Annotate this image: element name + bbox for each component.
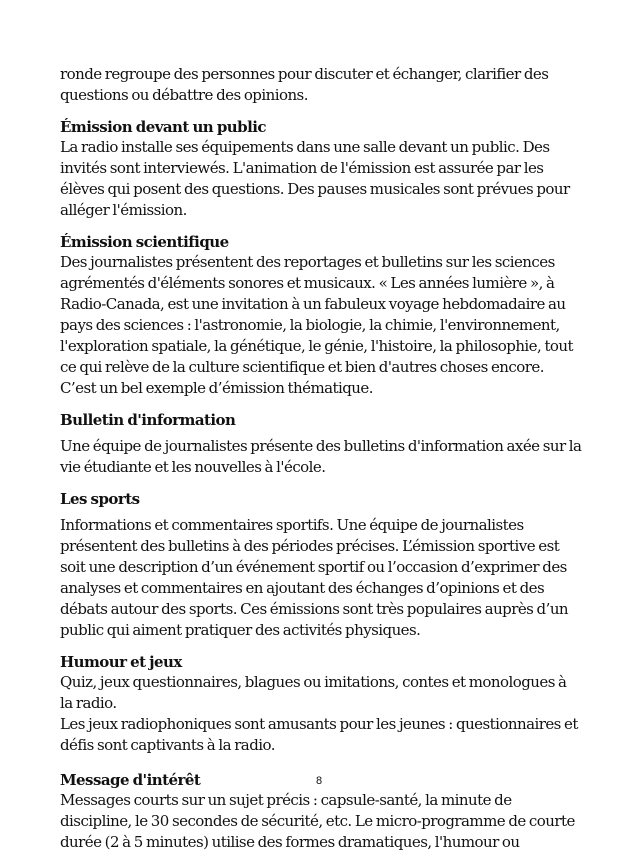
section-heading: Bulletin d'information xyxy=(60,411,236,429)
document-page xyxy=(60,64,582,853)
section-heading: Les sports xyxy=(60,490,140,508)
section-bulletin-information xyxy=(60,410,582,478)
section-heading: Émission scientifique xyxy=(60,233,229,251)
section-paragraph: La radio installe ses équipements dans une salle devant un public. Des invités sont interviewés. L'animation de l'émission est assurée par les élèves qui posent des questions. Des pauses musicales sont prévues pour alléger l'émission. xyxy=(60,138,570,219)
section-paragraph: Une équipe de journalistes présente des bulletins d'information axée sur la vie étudiante et les nouvelles à l'école. xyxy=(60,437,582,476)
section-emission-devant-public xyxy=(60,117,582,221)
section-heading: Message d'intérêt xyxy=(60,771,201,789)
intro-paragraph: ronde regroupe des personnes pour discuter et échanger, clarifier des questions ou débattre des opinions. xyxy=(60,65,549,104)
section-emission-scientifique xyxy=(60,232,582,399)
section-paragraph: Les jeux radiophoniques sont amusants pour les jeunes : questionnaires et défis sont captivants à la radio. xyxy=(60,715,578,754)
section-heading: Humour et jeux xyxy=(60,653,182,671)
section-les-sports xyxy=(60,489,582,641)
section-heading: Émission devant un public xyxy=(60,118,266,136)
section-paragraph: Des journalistes présentent des reportages et bulletins sur les sciences agrémentés d'éléments sonores et musicaux. « Les années lumière », à Radio-Canada, est une invitation à un fabuleux voyage hebdomadaire au pays des sciences : l'astronomie, la biologie, la chimie, l'environnement, l'exploration spatiale, la génétique, le génie, l'histoire, la philosophie, tout ce qui relève de la culture scientifique et bien d'autres choses encore. C’est un bel exemple d’émission thématique. xyxy=(60,253,573,397)
section-humour-et-jeux xyxy=(60,652,582,756)
page-number: 8 xyxy=(315,775,323,787)
section-paragraph: Quiz, jeux questionnaires, blagues ou imitations, contes et monologues à la radio. xyxy=(60,673,567,712)
section-paragraph: Messages courts sur un sujet précis : capsule-santé, la minute de discipline, le 30 secondes de sécurité, etc. Le micro-programme de courte durée (2 à 5 minutes) utilise des formes dramatiques, l'humour ou xyxy=(60,791,575,851)
section-paragraph: Informations et commentaires sportifs. Une équipe de journalistes présentent des bulletins à des périodes précises. L’émission sportive est soit une description d’un événement sportif ou l’occasion d’exprimer des analyses et commentaires en ajoutant des échanges d’opinions et des débats autour des sports. Ces émissions sont très populaires auprès d’un public qui aiment pratiquer des activités physiques. xyxy=(60,516,569,639)
